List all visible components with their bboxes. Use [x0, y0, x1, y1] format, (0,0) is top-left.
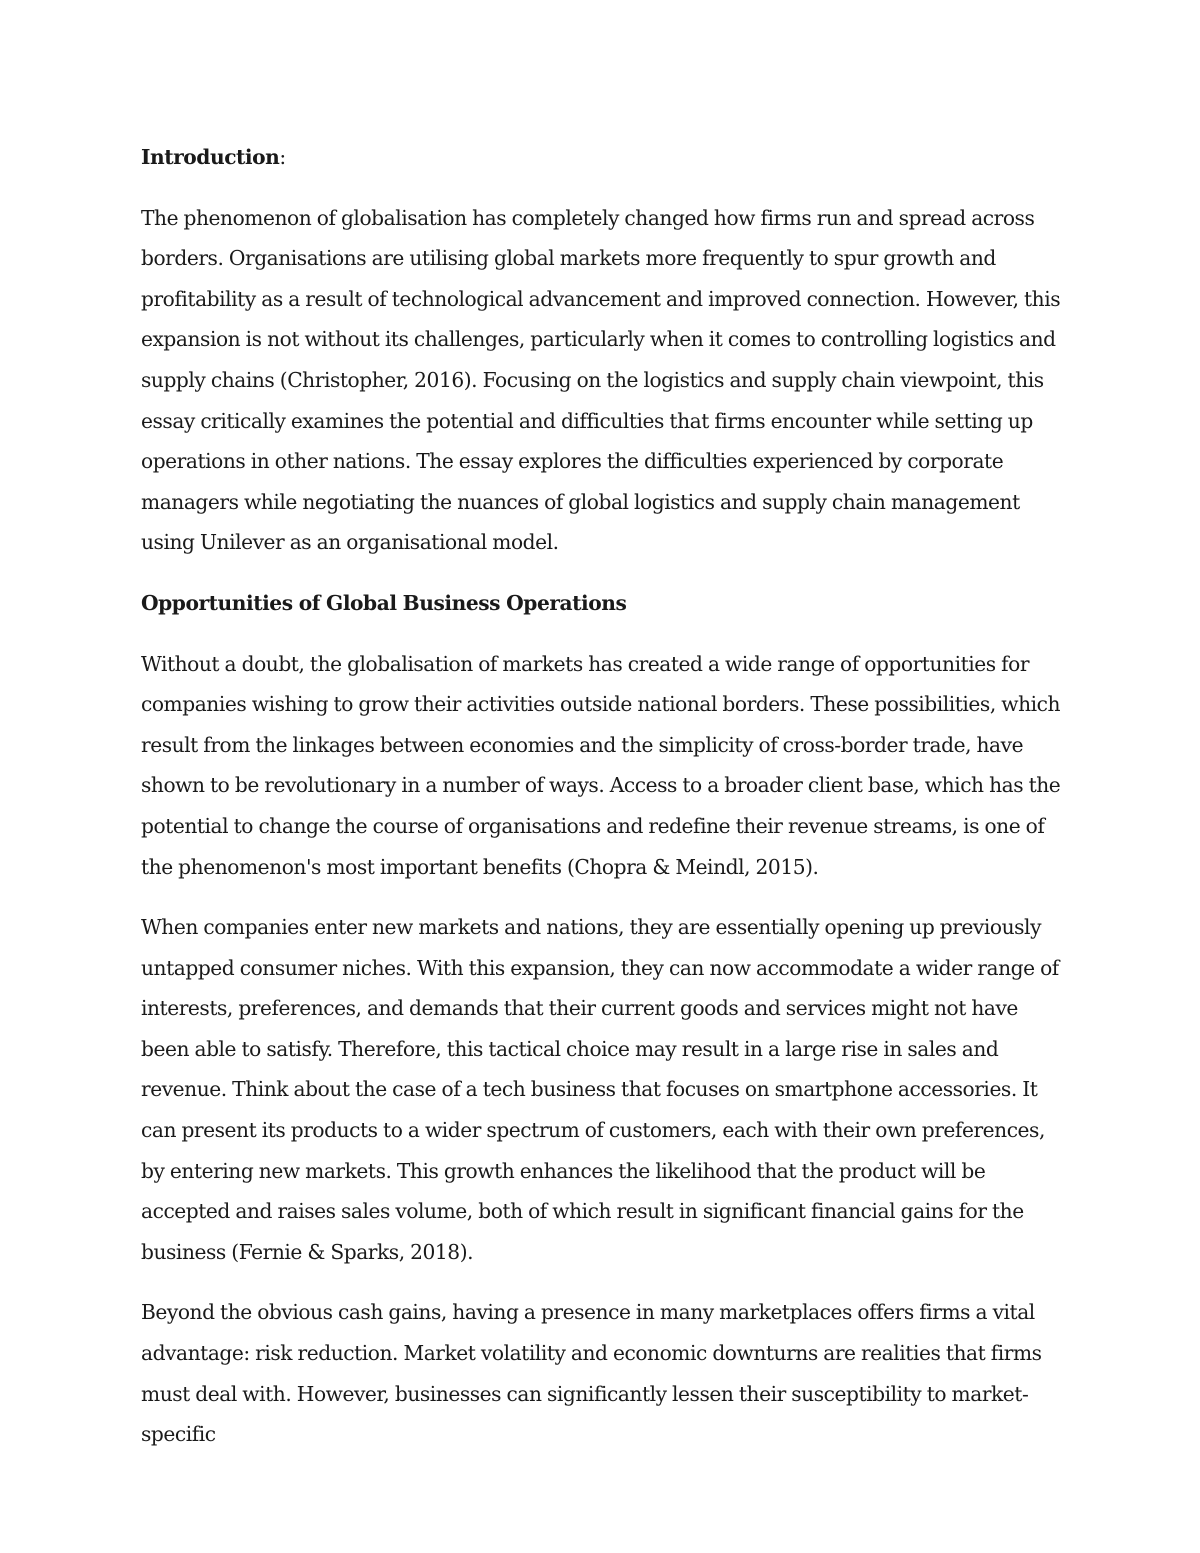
opportunities-paragraph-3: Beyond the obvious cash gains, having a presence in many marketplaces offers firms a vital advantage: risk reduction. Market volatility and economic downturns are realities that firms must deal with. However, businesses can significantly lessen their susceptibility to market-specific — [141, 1300, 1042, 1447]
document-body — [141, 137, 1061, 1475]
introduction-heading-text: Introduction — [141, 145, 280, 169]
intro-paragraph: The phenomenon of globalisation has completely changed how firms run and spread across borders. Organisations are utilising global markets more frequently to spur growth and profitability as a result of technological advancement and improved connection. However, this expansion is not without its challenges, particularly when it comes to controlling logistics and supply chains (Christopher, 2016). Focusing on the logistics and supply chain viewpoint, this essay critically examines the potential and difficulties that firms encounter while setting up operations in other nations. The essay explores the difficulties experienced by corporate managers while negotiating the nuances of global logistics and supply chain management using Unilever as an organisational model. — [141, 205, 1061, 555]
opportunities-heading: Opportunities of Global Business Operations — [141, 590, 627, 615]
opportunities-paragraph-2: When companies enter new markets and nations, they are essentially opening up previously untapped consumer niches. With this expansion, they can now accommodate a wider range of interests, preferences, and demands that their current goods and services might not have been able to satisfy. Therefore, this tactical choice may result in a large rise in sales and revenue. Think about the case of a tech business that focuses on smartphone accessories. It can present its products to a wider spectrum of customers, each with their own preferences, by entering new markets. This growth enhances the likelihood that the product will be accepted and raises sales volume, both of which result in significant financial gains for the business (Fernie & Sparks, 2018). — [141, 915, 1059, 1264]
opportunities-paragraph-1: Without a doubt, the globalisation of markets has created a wide range of opportunities for companies wishing to grow their activities outside national borders. These possibilities, which result from the linkages between economies and the simplicity of cross-border trade, have shown to be revolutionary in a number of ways. Access to a broader client base, which has the potential to change the course of organisations and redefine their revenue streams, is one of the phenomenon's most important benefits (Chopra & Meindl, 2015). — [141, 651, 1061, 879]
introduction-heading — [141, 137, 1061, 178]
introduction-heading-colon: : — [279, 145, 286, 169]
